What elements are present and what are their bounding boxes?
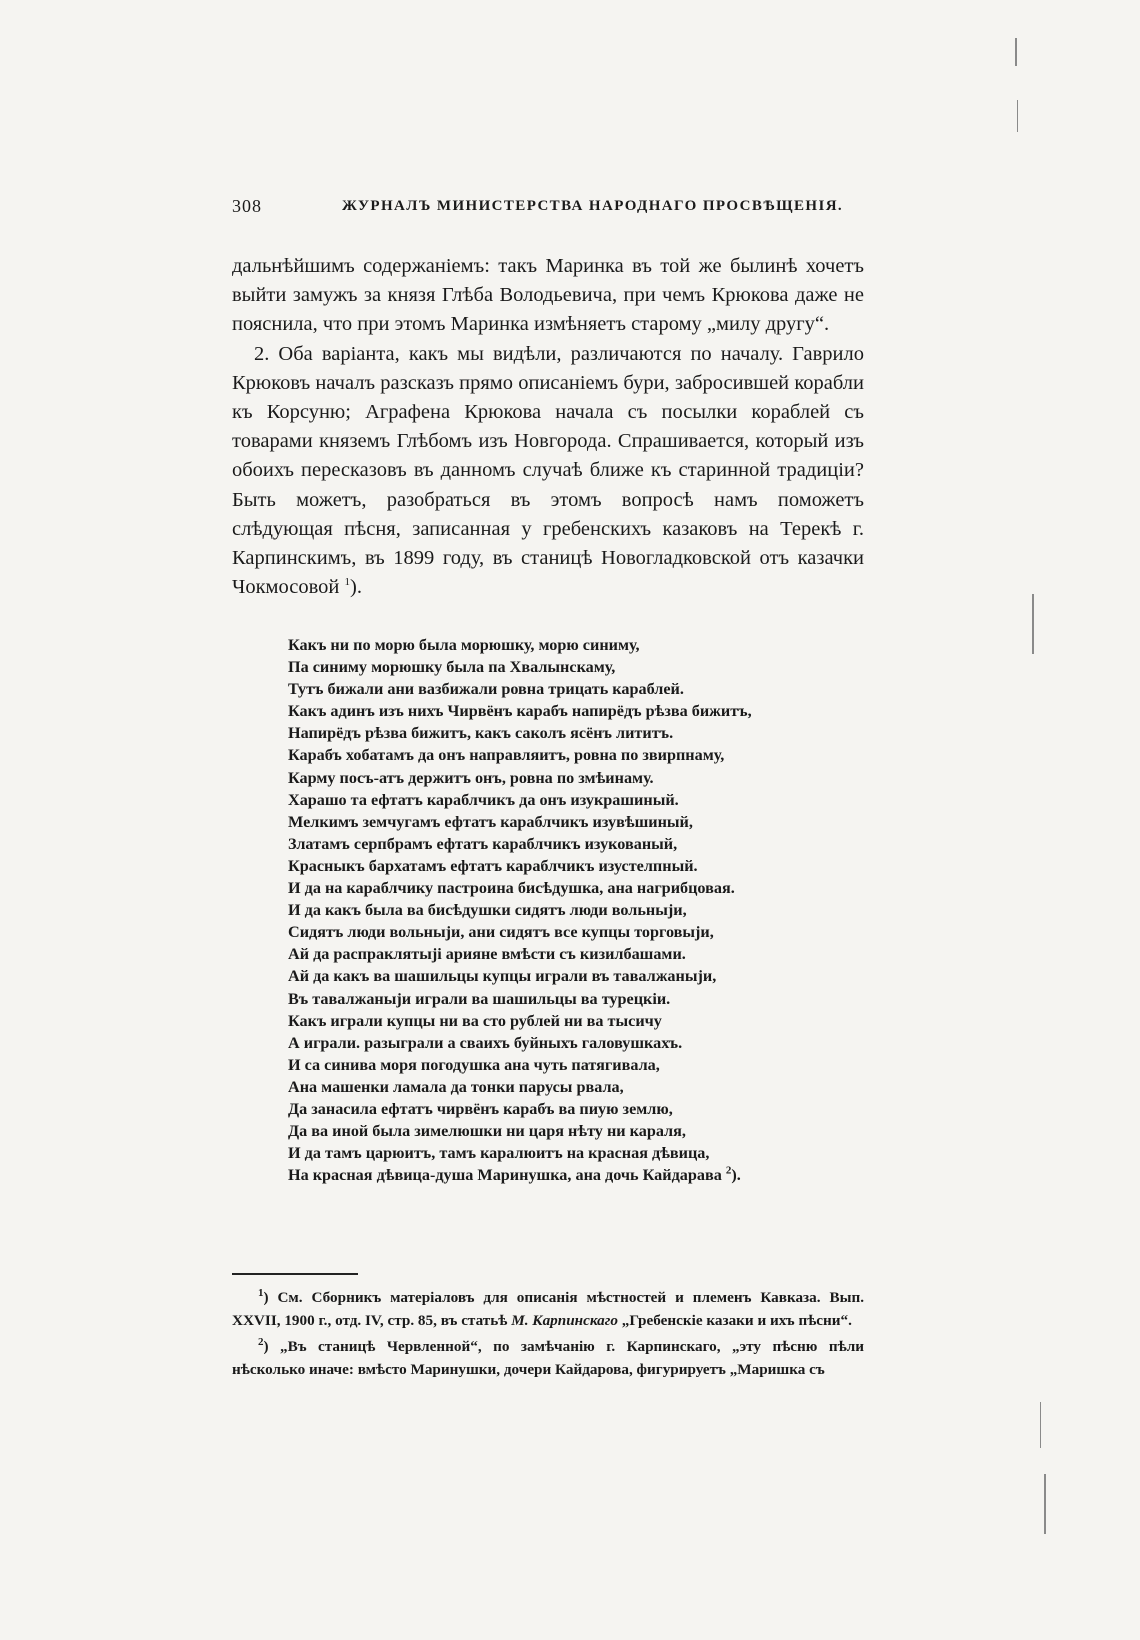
scan-margin-mark-mid [1017,100,1018,132]
song-line [288,833,888,855]
song-line [288,789,888,811]
song-line [288,1032,888,1054]
song-line [288,744,888,766]
footnote-divider [232,1273,358,1275]
page-number: 308 [232,196,262,216]
song-line [288,811,888,833]
song-line [288,1120,888,1142]
song-line-text: Па синиму морюшку была па Хвалынскаму, [288,658,616,677]
running-head [232,196,864,222]
footnote-2 [232,1336,864,1381]
song-line [288,767,888,789]
song-line-text: И да на караблчику пастроина бисѣдушка, ана нагрибцовая. [288,879,735,898]
song-line-text: Въ тавалжаныји играли ва шашильцы ва турецкіи. [288,989,671,1008]
song-line [288,988,888,1010]
song-line [288,943,888,965]
paragraph-2-text: 2. Оба варіанта, какъ мы видѣли, различаются по началу. Гаврило Крюковъ началъ разсказъ прямо описаніемъ бури, забросившей корабли къ Корсуню; Аграфена Крюкова начала съ посылки кораблей съ товарами княземъ Глѣбомъ изъ Новгорода. Спрашивается, который изъ обоихъ пересказовъ въ данномъ случаѣ ближе къ старинной традиціи? Быть можетъ, разобраться въ этомъ вопросѣ намъ поможетъ слѣдующая пѣсня, записанная у гребенскихъ казаковъ на Терекѣ г. Карпинскимъ, въ 1899 году, въ станицѣ Новогладковской отъ казачки Чокмосовой [232,342,864,599]
song-line [288,722,888,744]
song-line-text: Тутъ бижали ани вазбижали ровна трицать караблей. [288,680,684,699]
song-line-text: Ай да какъ ва шашильцы купцы играли въ тавалжаныји, [288,967,717,986]
song-line-text: И са синива моря погодушка ана чуть патягивала, [288,1055,660,1074]
paragraph-continuation: дальнѣйшимъ содержаніемъ: такъ Маринка въ той же былинѣ хочетъ выйти замужъ за князя Глѣба Володьевича, при чемъ Крюкова даже не пояснила, что при этомъ Маринка измѣняетъ старому „милу другу“. [232,255,864,336]
song-line [288,656,888,678]
song-line [288,1142,888,1164]
song-line-text: А играли. разыграли а сваихъ буйныхъ галовушкахъ. [288,1033,683,1052]
scan-margin-mark-bottom [1040,1402,1041,1448]
footnote-1-text-b: „Гребенскіе казаки и ихъ пѣсни“. [617,1311,852,1329]
scan-margin-mark-top [1015,38,1017,66]
song-line [288,855,888,877]
footnote-1 [232,1287,864,1332]
song-line-text: Сидятъ люди вольныји, ани сидятъ все купцы торговыји, [288,923,714,942]
song-line-text: Какъ ни по морю была морюшку, морю синиму, [288,636,640,654]
footnote-2-text: ) „Въ станицѣ Червленной“, по замѣчанію г. Карпинскаго, „эту пѣсню пѣли нѣсколько иначе: вмѣсто Маринушки, дочери Кайдарова, фигурируетъ „Маришка съ [232,1338,864,1378]
scan-margin-mark-right [1032,594,1034,654]
footnote-1-mark: 1 [258,1286,264,1299]
song-line-text: Харашо та ефтатъ караблчикъ да онъ изукрашиный. [288,790,679,809]
song-line-text: Златамъ серпбрамъ ефтатъ караблчикъ изукованый, [288,834,678,853]
footnote-1-text-a: ) См. Сборникъ матеріаловъ для описанія мѣстностей и племенъ Кавказа. Вып. XXVII, 1900 г., отд. IV, стр. 85, въ статьѣ [232,1289,864,1329]
footnote-2-mark: 2 [258,1335,264,1348]
song-line [288,877,888,899]
song-line-text: Да ва иной была зимелюшки ни царя нѣту ни караля, [288,1122,686,1141]
song-line [288,678,888,700]
journal-title: ЖУРНАЛЪ МИНИСТЕРСТВА НАРОДНАГО ПРОСВѢЩЕНІЯ. [342,198,844,214]
song-line-text: И да какъ была ва бисѣдушки сидятъ люди вольныји, [288,901,687,920]
footnote-ref-2: 2 [725,1164,732,1177]
song-line-end: ). [731,1166,741,1185]
song-line [288,921,888,943]
song-line-text: Карму посъ-атъ держитъ онъ, ровна по змѣинаму. [288,768,654,787]
song-line [288,1098,888,1120]
song-line [288,1054,888,1076]
paragraph-2 [232,340,864,603]
song-line-text: Какъ играли купцы ни ва сто рублей ни ва тысичу [288,1011,662,1030]
song-line-text: Ана машенки ламала да тонки парусы рвала, [288,1077,624,1096]
song-line [288,899,888,921]
song-line-text: Да занасила ефтатъ чирвёнъ карабъ ва пиую землю, [288,1099,673,1118]
footnote-1-author: М. Карпинскаго [511,1311,618,1329]
song-line [288,700,888,722]
song-line-text: На красная дѣвица-душа Маринушка, ана дочь Кайдарава [288,1166,722,1185]
song-line-text: Мелкимъ земчугамъ ефтатъ караблчикъ изувѣшиный, [288,812,693,831]
song-line [288,1010,888,1032]
song-line-text: Напирёдъ рѣзва бижитъ, какъ саколъ ясёнъ лититъ. [288,724,674,743]
paragraph-2-end: ). [350,576,362,599]
song-line [288,965,888,987]
song-line [288,1076,888,1098]
footnotes [232,1287,864,1381]
song-line-text: И да тамъ царюитъ, тамъ каралюитъ на красная дѣвица, [288,1144,710,1163]
song-line-text: Красныкъ бархатамъ ефтатъ караблчикъ изустелпный. [288,856,698,875]
song-line-text: Ай да распраклятыјі арияне вмѣсти съ кизилбашами. [288,945,686,964]
scan-margin-mark-bottom-2 [1044,1474,1046,1534]
song-line [288,634,888,656]
body-text [232,252,864,602]
song-line-text: Карабъ хобатамъ да онъ направляитъ, ровна по звирпнаму, [288,746,725,765]
footnote-ref-1: 1 [344,576,350,589]
song-line [288,1164,888,1186]
song-text [288,634,888,1186]
song-line-text: Какъ адинъ изъ нихъ Чирвёнъ карабъ напирёдъ рѣзва бижитъ, [288,702,752,721]
